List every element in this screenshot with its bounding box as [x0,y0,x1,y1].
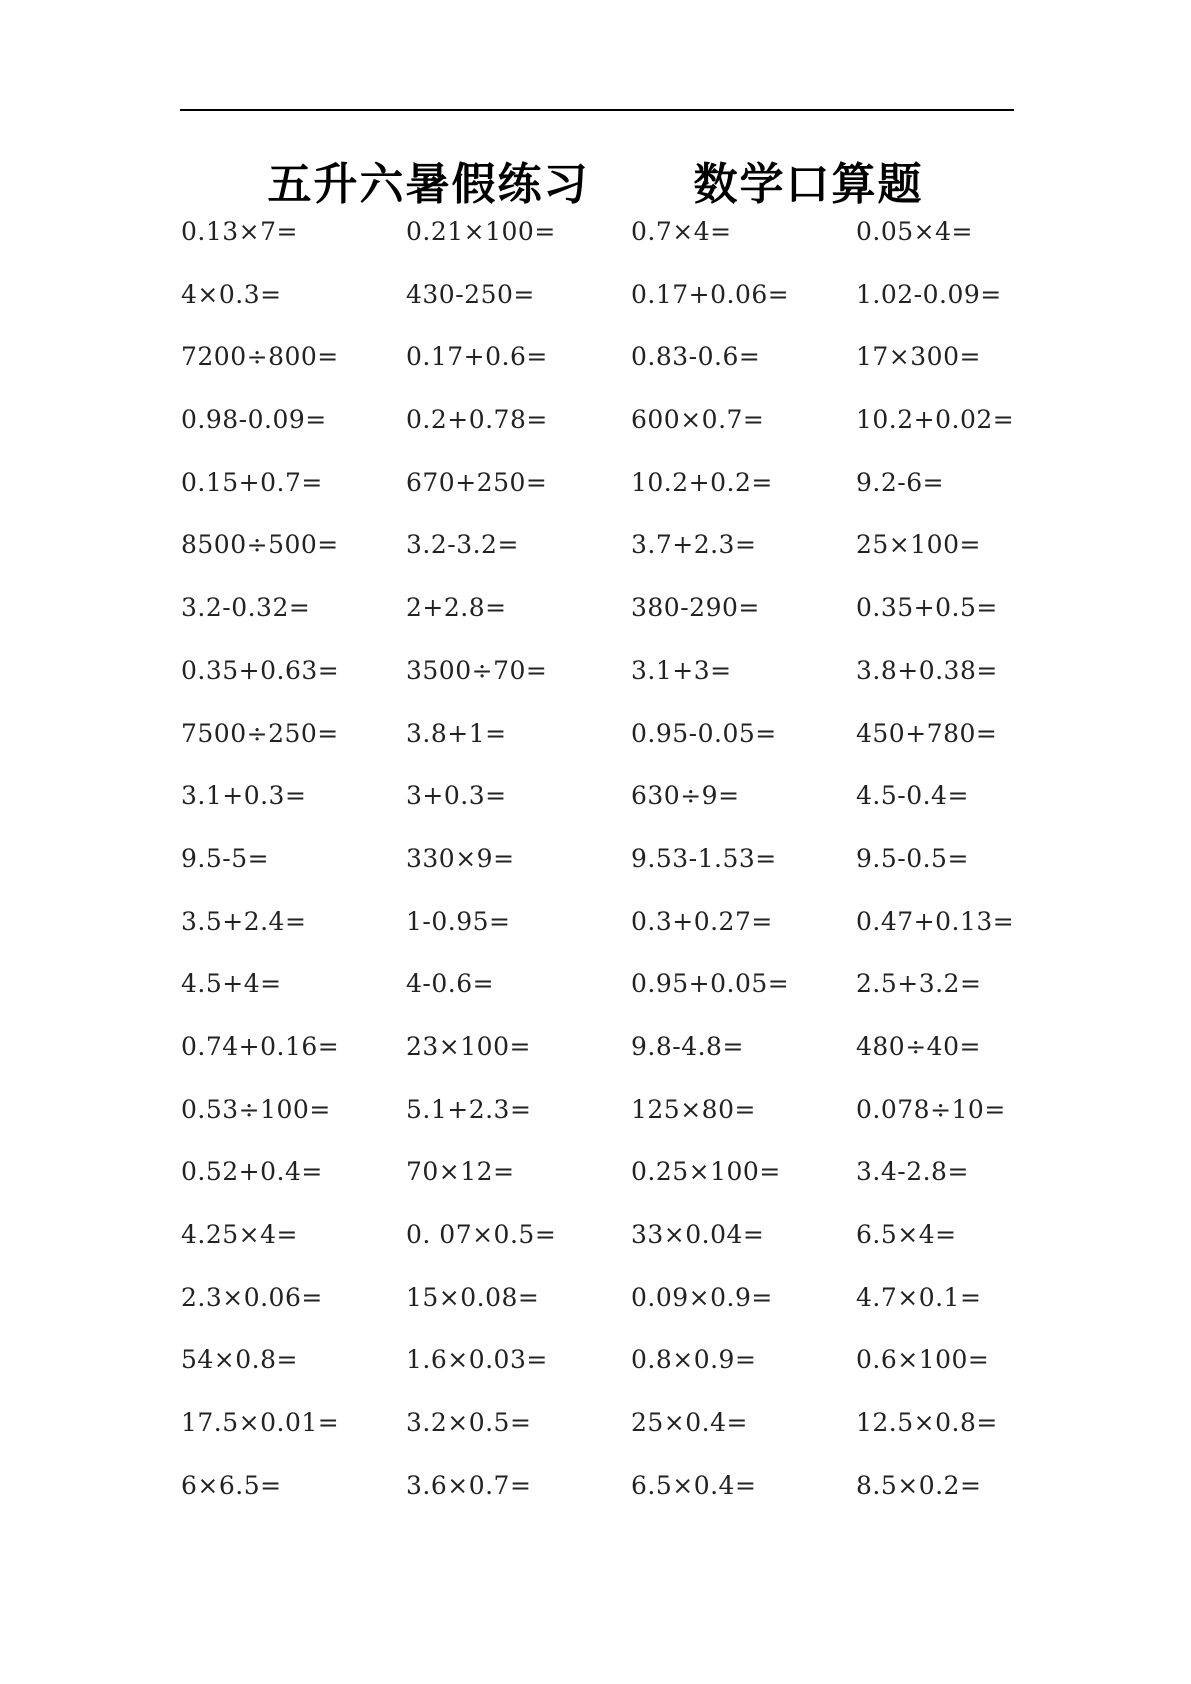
problem-item: 3.2-3.2= [406,530,519,560]
problem-item: 0.17+0.6= [406,342,548,372]
problem-item: 0.8×0.9= [631,1345,757,1375]
problem-item: 9.5-5= [181,843,270,873]
problem-item: 0. 07×0.5= [406,1220,557,1249]
problem-row [181,342,1081,405]
problem-item: 4.7×0.1= [856,1282,982,1312]
problem-item: 4.25×4= [181,1220,298,1249]
problem-row [181,719,1081,782]
problem-item: 0.13×7= [181,217,298,246]
problem-item: 4-0.6= [406,969,495,999]
problem-row [181,1157,1081,1220]
problem-item: 450+780= [856,718,998,748]
problem-item: 1.02-0.09= [856,279,1002,309]
problem-item: 10.2+0.2= [631,467,773,497]
problem-item: 630÷9= [631,781,740,811]
problem-item: 3.1+3= [631,655,732,685]
problem-row [181,280,1081,343]
problem-item: 0.3+0.27= [631,906,773,936]
problem-item: 0.25×100= [631,1157,781,1187]
problem-item: 4×0.3= [181,279,282,309]
problem-item: 70×12= [406,1157,515,1187]
problem-item: 7200÷800= [181,342,339,372]
problem-row [181,1032,1081,1095]
problem-item: 330×9= [406,843,515,873]
problem-row [181,1471,1081,1534]
problem-item: 0.09×0.9= [631,1282,773,1312]
problem-item: 2.5+3.2= [856,969,982,999]
problem-item: 0.21×100= [406,217,556,246]
problem-row [181,1408,1081,1471]
problem-item: 9.53-1.53= [631,843,777,873]
problem-item: 12.5×0.8= [856,1408,998,1438]
problem-item: 1-0.95= [406,906,511,936]
problem-item: 9.2-6= [856,467,945,497]
problem-item: 3.4-2.8= [856,1157,969,1187]
problem-item: 3.1+0.3= [181,781,307,811]
problem-item: 0.52+0.4= [181,1157,323,1187]
problem-grid [181,217,1081,1533]
problem-item: 33×0.04= [631,1220,765,1249]
problem-item: 17.5×0.01= [181,1408,340,1438]
problem-item: 600×0.7= [631,405,765,435]
problem-row [181,405,1081,468]
problem-item: 0.2+0.78= [406,405,548,435]
problem-item: 3.7+2.3= [631,530,757,560]
problem-item: 3500÷70= [406,655,548,685]
problem-item: 6.5×0.4= [631,1470,757,1500]
problem-item: 0.05×4= [856,217,973,246]
problem-item: 9.8-4.8= [631,1031,744,1061]
problem-item: 5.1+2.3= [406,1094,532,1124]
problem-item: 3.5+2.4= [181,906,307,936]
problem-row [181,1220,1081,1283]
problem-item: 125×80= [631,1094,756,1124]
problem-row [181,1345,1081,1408]
problem-item: 3.8+1= [406,718,507,748]
problem-row [181,969,1081,1032]
problem-item: 2.3×0.06= [181,1282,323,1312]
problem-row [181,593,1081,656]
problem-item: 0.74+0.16= [181,1031,340,1061]
problem-row [181,844,1081,907]
problem-item: 0.95-0.05= [631,718,777,748]
page-title [0,148,1191,212]
problem-item: 480÷40= [856,1031,981,1061]
problem-row [181,907,1081,970]
title-part-2: 数学口算题 [693,159,924,210]
problem-item: 3.6×0.7= [406,1470,532,1500]
problem-item: 25×0.4= [631,1408,748,1438]
problem-item: 3.2-0.32= [181,593,311,623]
problem-item: 0.98-0.09= [181,405,327,435]
problem-item: 670+250= [406,467,548,497]
problem-item: 8500÷500= [181,530,339,560]
problem-item: 0.6×100= [856,1345,990,1375]
problem-row [181,656,1081,719]
problem-item: 9.5-0.5= [856,843,969,873]
problem-item: 8.5×0.2= [856,1470,982,1500]
problem-item: 3.8+0.38= [856,655,998,685]
problem-item: 17×300= [856,342,981,372]
problem-item: 6.5×4= [856,1220,957,1249]
title-part-1: 五升六暑假练习 [267,159,590,210]
problem-item: 54×0.8= [181,1345,298,1375]
problem-item: 25×100= [856,530,981,560]
problem-item: 0.078÷10= [856,1094,1006,1124]
problem-item: 7500÷250= [181,718,339,748]
problem-item: 0.15+0.7= [181,467,323,497]
header-rule [180,109,1014,111]
problem-item: 380-290= [631,593,760,623]
problem-row [181,530,1081,593]
problem-item: 4.5-0.4= [856,781,969,811]
problem-row [181,217,1081,280]
problem-item: 0.35+0.63= [181,655,340,685]
problem-item: 15×0.08= [406,1282,540,1312]
problem-item: 1.6×0.03= [406,1345,548,1375]
problem-item: 3.2×0.5= [406,1408,532,1438]
problem-row [181,1095,1081,1158]
problem-item: 10.2+0.02= [856,405,1015,435]
problem-item: 23×100= [406,1031,531,1061]
problem-item: 430-250= [406,279,535,309]
problem-row [181,468,1081,531]
problem-item: 3+0.3= [406,781,507,811]
problem-item: 4.5+4= [181,969,282,999]
problem-item: 0.47+0.13= [856,906,1015,936]
problem-row [181,781,1081,844]
problem-row [181,1283,1081,1346]
problem-item: 0.53÷100= [181,1094,331,1124]
problem-item: 0.17+0.06= [631,279,790,309]
problem-item: 0.95+0.05= [631,969,790,999]
problem-item: 2+2.8= [406,593,507,623]
problem-item: 0.83-0.6= [631,342,761,372]
problem-item: 6×6.5= [181,1470,282,1500]
problem-item: 0.35+0.5= [856,593,998,623]
problem-item: 0.7×4= [631,217,732,246]
